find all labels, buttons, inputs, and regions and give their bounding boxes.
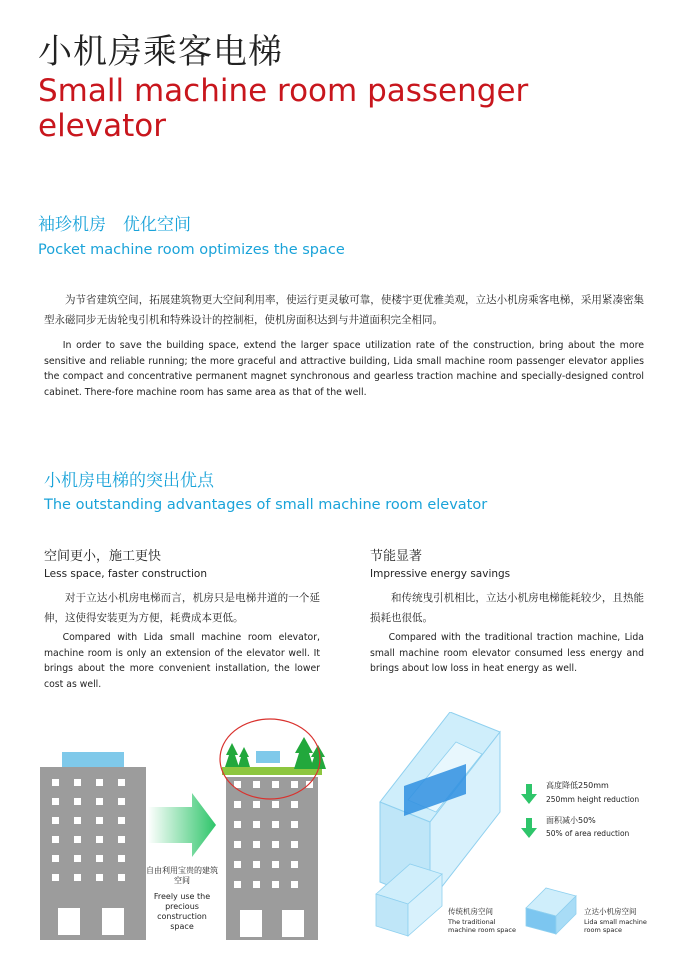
section1-paragraph-en: In order to save the building space, extend the larger space utilization rate of the construction, bring about the more sensitive and reliable running; the more graceful and attractive building, Lida small machine room passenger elevator applies the compact and concentrative permanent magnet synchronous and gearless traction machine and specially-designed control cabinet. There-fore machine room has same area as that of the well.: [44, 340, 644, 398]
left-subtitle-en: Less space, faster construction: [44, 568, 208, 580]
roof-machine-room-right: [256, 751, 280, 763]
section1-paragraph-cn: 为节省建筑空间，拓展建筑物更大空间利用率，使运行更灵敏可靠，使楼宇更优雅美观，立达小机房乘客电梯，采用紧凑密集型永磁同步无齿轮曳引机和特殊设计的控制柜，使机房面积达到与井道面积完全相同。: [44, 294, 644, 326]
page-title-cn: 小机房乘客电梯: [38, 32, 283, 72]
area-reduction-en: 50% of area reduction: [546, 829, 630, 838]
section2-heading-cn: 小机房电梯的突出优点: [44, 471, 214, 491]
lida-room-cn: 立达小机房空间: [584, 907, 637, 916]
left-text-en: Compared with Lida small machine room elevator, machine room is only an extension of the elevator well. It brings about the more convenient installation, the lower cost as well.: [44, 632, 320, 690]
right-text-cn: 和传统曳引机相比，立达小机房电梯能耗较少，且热能损耗也很低。: [370, 592, 644, 624]
traditional-room-en: The traditional machine room space: [448, 918, 516, 934]
area-arrow-icon: [521, 818, 537, 838]
area-reduction-cn: 面积减小50%: [546, 816, 596, 825]
page-title-en: Small machine room passenger elevator: [38, 73, 529, 144]
height-reduction-en: 250mm height reduction: [546, 795, 640, 804]
building-left: [40, 767, 146, 940]
height-reduction-cn: 高度降低250mm: [546, 781, 609, 790]
lida-room-en: Lida small machine room space: [584, 918, 647, 934]
section2-heading-en: The outstanding advantages of small machine room elevator: [44, 497, 488, 513]
section1-heading-cn: 袖珍机房 优化空间: [38, 215, 191, 235]
traditional-room-cn: 传统机房空间: [448, 907, 493, 916]
right-text-en: Compared with the traditional traction machine, Lida small machine room elevator consumed less energy and brings about low loss in heat energy as well.: [370, 632, 644, 674]
right-subtitle-cn: 节能显著: [370, 549, 423, 564]
freely-use-label-en: Freely use the precious construction space: [153, 892, 211, 931]
left-text-cn: 对于立达小机房电梯而言，机房只是电梯井道的一个延伸，这使得安装更为方便，耗费成本更低。: [44, 592, 320, 624]
left-subtitle-cn: 空间更小，施工更快: [44, 549, 162, 564]
right-subtitle-en: Impressive energy savings: [370, 568, 511, 580]
green-arrow: [148, 793, 216, 857]
roof-machine-room-left: [62, 752, 124, 767]
freely-use-label-cn: 自由利用宝贵的建筑空间: [146, 866, 218, 885]
height-arrow-icon: [521, 784, 537, 804]
section1-heading-en: Pocket machine room optimizes the space: [38, 242, 345, 258]
lida-box: [526, 888, 576, 934]
